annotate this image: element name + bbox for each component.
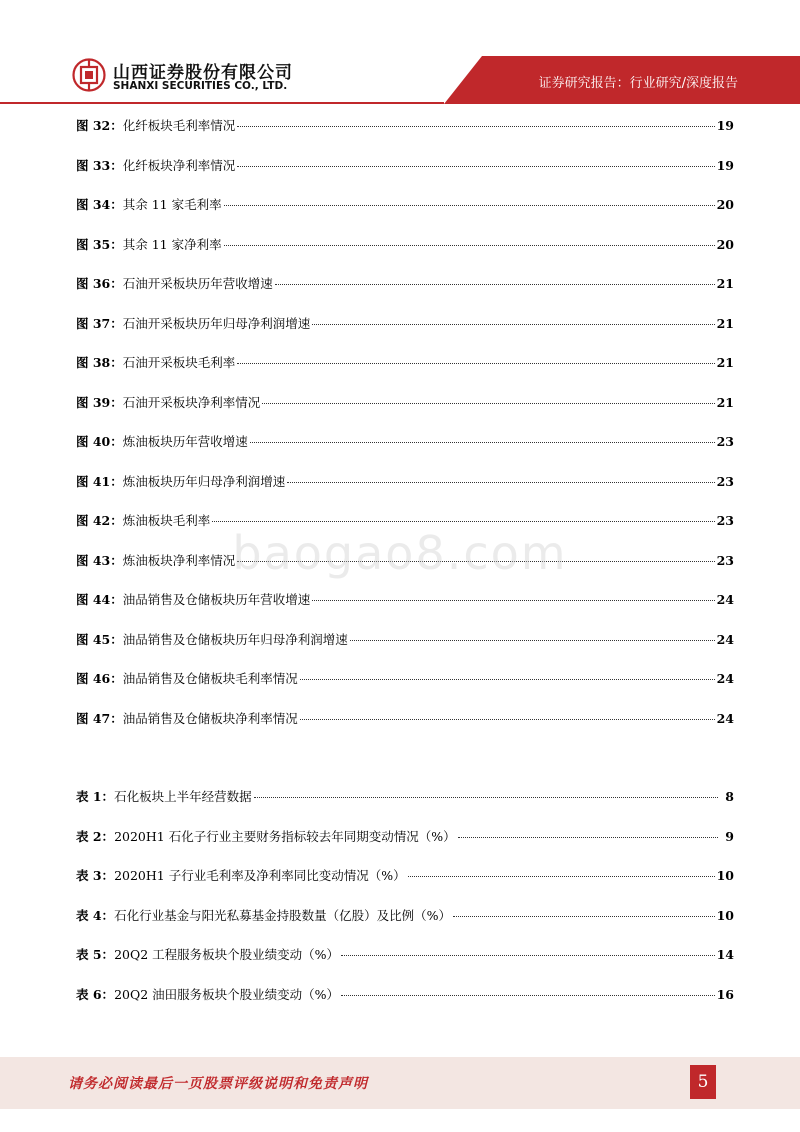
dot-leader (275, 284, 715, 285)
entry-title: 油品销售及仓储板块历年归母净利润增速 (122, 631, 348, 647)
dot-leader (341, 995, 715, 996)
dot-leader (262, 403, 714, 404)
toc-entry[interactable] (76, 787, 734, 807)
company-name-cn: 山西证券股份有限公司 (113, 63, 293, 83)
entry-label: 表 5： (76, 947, 115, 962)
company-name-en: SHANXI SECURITIES CO., LTD. (113, 80, 288, 92)
dot-leader (300, 679, 715, 680)
entry-label: 图 42： (76, 513, 123, 528)
entry-label: 表 4： (76, 907, 115, 923)
entry-label: 图 32： (76, 118, 123, 133)
entry-page: 9 (725, 828, 734, 844)
toc-entry[interactable] (76, 353, 734, 373)
entry-label: 表 3： (76, 868, 115, 883)
entry-label: 图 37： (76, 315, 123, 331)
toc-entry[interactable] (76, 945, 734, 965)
entry-page: 20 (716, 197, 734, 212)
dot-leader (408, 876, 715, 877)
entry-title: 石油开采板块历年归母净利润增速 (122, 315, 311, 331)
dot-leader (254, 797, 718, 798)
toc-entry[interactable] (76, 630, 734, 650)
entry-title: 石化行业基金与阳光私募基金持股数量（亿股）及比例（%） (114, 907, 451, 923)
entry-label: 图 45： (76, 631, 123, 647)
entry-title: 石油开采板块历年营收增速 (122, 276, 273, 291)
dot-leader (350, 640, 715, 641)
toc-entry[interactable] (76, 116, 734, 136)
entry-page: 19 (716, 157, 734, 173)
dot-leader (453, 916, 715, 917)
dot-leader (250, 442, 715, 443)
entry-title: 石油开采板块净利率情况 (122, 394, 261, 410)
entry-page: 16 (716, 986, 734, 1002)
entry-page: 21 (716, 394, 734, 410)
toc-entry[interactable] (76, 669, 734, 689)
toc-entry[interactable] (76, 590, 734, 610)
entry-page: 24 (716, 592, 734, 607)
entry-title: 化纤板块净利率情况 (122, 157, 236, 173)
entry-label: 图 33： (76, 157, 123, 173)
page-footer (0, 1057, 800, 1109)
entry-label: 图 40： (76, 434, 123, 449)
dot-leader (224, 205, 715, 206)
entry-title: 炼油板块毛利率 (122, 513, 211, 528)
toc-entry[interactable] (76, 985, 734, 1005)
dot-leader (341, 955, 715, 956)
dot-leader (300, 719, 715, 720)
entry-label: 表 6： (76, 986, 115, 1002)
toc-entry[interactable] (76, 432, 734, 452)
entry-title: 20Q2 工程服务板块个股业绩变动（%） (114, 947, 340, 962)
entry-label: 表 2： (76, 828, 115, 844)
toc-entry[interactable] (76, 866, 734, 886)
toc-entry[interactable] (76, 195, 734, 215)
entry-page: 21 (716, 276, 734, 291)
dot-leader (237, 166, 714, 167)
toc-entry[interactable] (76, 314, 734, 334)
entry-page: 23 (716, 513, 734, 528)
page-header (0, 0, 800, 104)
entry-page: 10 (716, 907, 734, 923)
entry-label: 图 47： (76, 710, 123, 726)
entry-title: 其余 11 家净利率 (122, 236, 222, 252)
dot-leader (458, 837, 718, 838)
entry-label: 图 34： (76, 197, 123, 212)
entry-label: 表 1： (76, 789, 115, 804)
report-type: 证券研究报告：行业研究/深度报告 (538, 76, 738, 91)
dot-leader (224, 245, 715, 246)
entry-title: 石化板块上半年经营数据 (114, 789, 252, 804)
toc-entry[interactable] (76, 709, 734, 729)
entry-title: 炼油板块历年归母净利润增速 (122, 473, 286, 489)
toc-entry[interactable] (76, 827, 734, 847)
entry-page: 23 (716, 552, 734, 568)
entry-page: 8 (725, 789, 734, 804)
entry-label: 图 46： (76, 671, 123, 686)
entry-title: 油品销售及仓储板块净利率情况 (122, 710, 298, 726)
entry-title: 炼油板块历年营收增速 (122, 434, 248, 449)
toc-entry[interactable] (76, 274, 734, 294)
entry-page: 10 (716, 868, 734, 883)
entry-page: 14 (716, 947, 734, 962)
watermark: baogao8.com (232, 526, 568, 580)
entry-label: 图 36： (76, 276, 123, 291)
dot-leader (212, 521, 714, 522)
entry-label: 图 38： (76, 355, 123, 370)
dot-leader (312, 600, 714, 601)
entry-page: 20 (716, 236, 734, 252)
toc-entry[interactable] (76, 906, 734, 926)
entry-page: 21 (716, 315, 734, 331)
dot-leader (287, 482, 714, 483)
entry-page: 19 (716, 118, 734, 133)
toc-entry[interactable] (76, 156, 734, 176)
entry-title: 2020H1 子行业毛利率及净利率同比变动情况（%） (114, 868, 406, 883)
entry-page: 21 (716, 355, 734, 370)
entry-label: 图 39： (76, 394, 123, 410)
entry-page: 24 (716, 631, 734, 647)
entry-title: 炼油板块净利率情况 (122, 552, 236, 568)
entry-title: 化纤板块毛利率情况 (122, 118, 236, 133)
entry-title: 其余 11 家毛利率 (122, 197, 222, 212)
entry-label: 图 41： (76, 473, 123, 489)
entry-title: 石油开采板块毛利率 (122, 355, 236, 370)
dot-leader (312, 324, 714, 325)
entry-title: 油品销售及仓储板块毛利率情况 (122, 671, 298, 686)
entry-page: 24 (716, 671, 734, 686)
toc-entry[interactable] (76, 235, 734, 255)
entry-title: 2020H1 石化子行业主要财务指标较去年同期变动情况（%） (114, 828, 456, 844)
entry-label: 图 43： (76, 552, 123, 568)
dot-leader (237, 363, 714, 364)
entry-page: 23 (716, 473, 734, 489)
disclaimer-text: 请务必阅读最后一页股票评级说明和免责声明 (68, 1076, 368, 1092)
entry-title: 油品销售及仓储板块历年营收增速 (122, 592, 311, 607)
company-logo-icon (72, 58, 106, 92)
toc-entry[interactable] (76, 393, 734, 413)
entry-title: 20Q2 油田服务板块个股业绩变动（%） (114, 986, 340, 1002)
entry-page: 24 (716, 710, 734, 726)
entry-label: 图 44： (76, 592, 123, 607)
toc-entry[interactable] (76, 472, 734, 492)
dot-leader (237, 126, 714, 127)
entry-page: 23 (716, 434, 734, 449)
entry-label: 图 35： (76, 236, 123, 252)
page-number: 5 (690, 1065, 716, 1099)
